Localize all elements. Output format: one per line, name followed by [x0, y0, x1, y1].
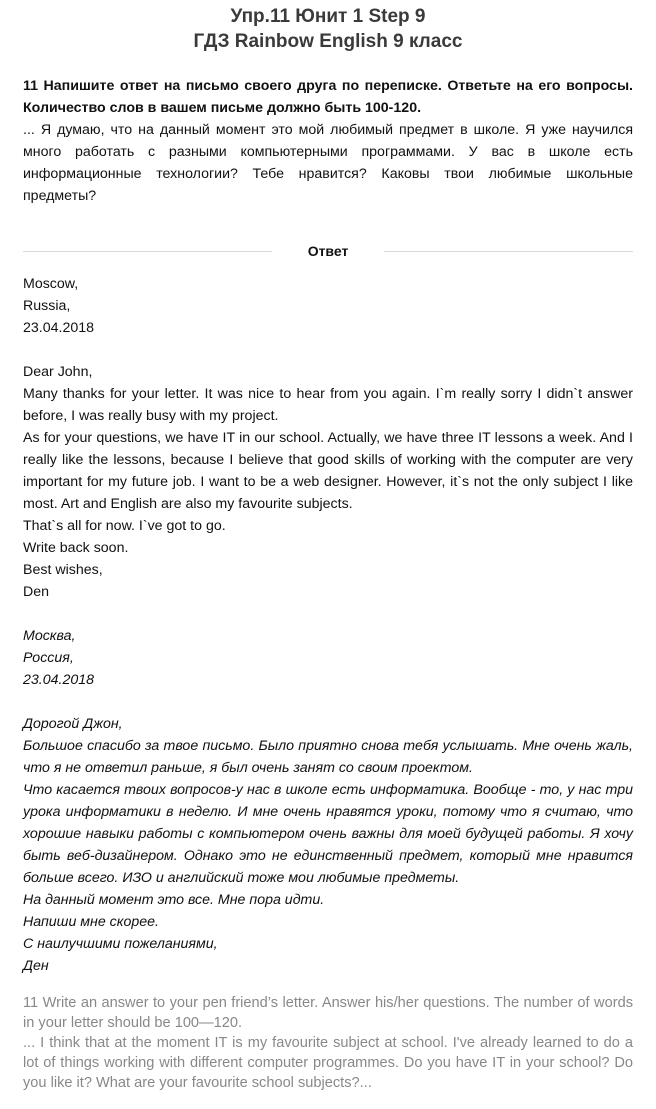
task-english — [23, 993, 633, 1093]
address-line: Moscow, — [23, 276, 79, 292]
letter-paragraph: Write back soon. — [23, 540, 129, 556]
letter-paragraph: As for your questions, we have IT in our school. Actually, we have three IT lessons a week. And I really like the lessons, because I believe that good skills of working with the computer are very important for my future job. I want to be a web designer. However, it`s not the only subject I like most. Art and English are also my favourite subjects. — [23, 430, 633, 512]
letter-paragraph: Many thanks for your letter. It was nice to hear from you again. I`m really sorry I didn`t answer before, I was really busy with my project. — [23, 386, 633, 424]
letter-english — [23, 273, 633, 603]
answer-divider — [23, 243, 633, 259]
divider-line-left — [23, 251, 272, 252]
letter-paragraph: Напиши мне скорее. — [23, 914, 159, 930]
answer-label: Ответ — [307, 243, 349, 259]
task-heading: 11 Напишите ответ на письмо своего друга по переписке. Ответьте на его вопросы. Количество слов в вашем письме должно быть 100-120. — [23, 78, 633, 116]
divider-line-right — [384, 251, 633, 252]
task-english-heading: 11 Write an answer to your pen friend’s letter. Answer his/her questions. The number of words in your letter should be 100—120. — [23, 995, 633, 1031]
letter-closing: С наилучшими пожеланиями, — [23, 936, 218, 952]
page-title — [23, 4, 633, 54]
address-line: Russia, — [23, 298, 71, 314]
letter-date: 23.04.2018 — [23, 672, 95, 688]
title-line-1: Упр.11 Юнит 1 Step 9 — [230, 6, 426, 27]
letter-closing: Best wishes, — [23, 562, 103, 578]
letter-paragraph: Что касается твоих вопросов-у нас в школе есть информатика. Вообще - то, у нас три урока информатики в неделю. И мне очень нравятся уроки, потому что я считаю, что хорошие навыки работы с компьютером очень важны для моей будущей работы. Я хочу быть веб-дизайнером. Однако это не единственный предмет, который мне нравится больше всего. ИЗО и английский тоже мои любимые предметы. — [23, 782, 633, 886]
task-statement — [23, 75, 633, 207]
task-text: ... Я думаю, что на данный момент это мой любимый предмет в школе. Я уже научился много работать с разными компьютерными программами. У вас в школе есть информационные технологии? Тебе нравится? Каковы твои любимые школьные предметы? — [23, 122, 633, 204]
letter-paragraph: That`s all for now. I`ve got to go. — [23, 518, 226, 534]
letter-greeting: Дорогой Джон, — [23, 716, 123, 732]
letter-signature: Den — [23, 584, 50, 600]
title-line-2: ГДЗ Rainbow English 9 класс — [193, 31, 463, 52]
address-line: Россия, — [23, 650, 74, 666]
letter-paragraph: Большое спасибо за твое письмо. Было приятно снова тебя услышать. Мне очень жаль, что я не ответил раньше, я был очень занят со своим проектом. — [23, 738, 633, 776]
task-english-text: ... I think that at the moment IT is my favourite subject at school. I've already learned to do a lot of things working with different computer programmes. Do you have IT in your school? Do you like it? What are your favourite school subjects?... — [23, 1035, 633, 1091]
letter-paragraph: На данный момент это все. Мне пора идти. — [23, 892, 325, 908]
letter-russian — [23, 625, 633, 977]
letter-signature: Ден — [23, 958, 49, 974]
address-line: Москва, — [23, 628, 76, 644]
letter-date: 23.04.2018 — [23, 320, 95, 336]
letter-greeting: Dear John, — [23, 364, 93, 380]
page — [0, 4, 656, 1093]
